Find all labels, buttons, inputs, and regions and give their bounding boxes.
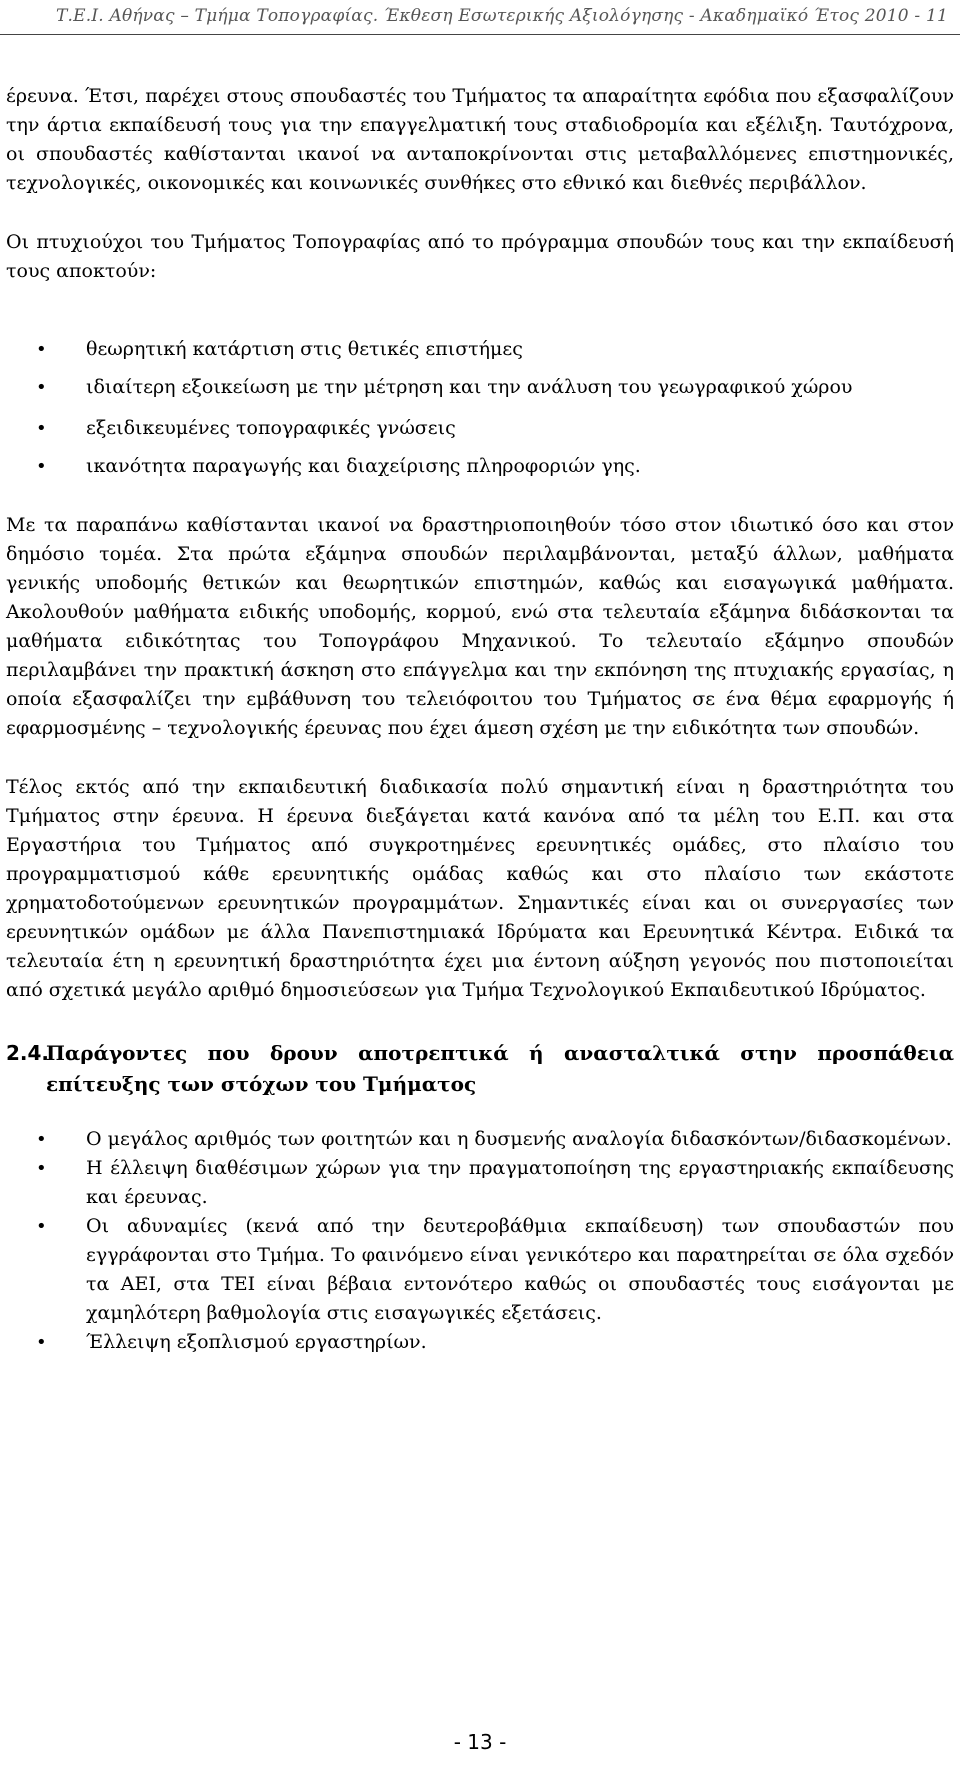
list-item	[6, 1125, 954, 1154]
list-item	[6, 1154, 954, 1212]
paragraph-graduates-intro: Οι πτυχιούχοι του Τμήματος Τοπογραφίας από το πρόγραμμα σπουδών τους και την εκπαίδευσή τους αποκτούν:	[6, 231, 954, 282]
bullet-icon: •	[36, 456, 47, 477]
list-item-text: Έλλειψη εξοπλισμού εργαστηρίων.	[86, 1331, 427, 1353]
list-item	[6, 414, 954, 443]
paragraph-research: Τέλος εκτός από την εκπαιδευτική διαδικασία πολύ σημαντική είναι η δραστηριότητα του Τμήματος στην έρευνα. Η έρευνα διεξάγεται κατά κανόνα από τα μέλη του Ε.Π. και στα Εργαστήρια του Τμήματος από συγκροτημένες ερευνητικές ομάδες, στο πλαίσιο του προγραμματισμού κάθε ερευνητικής ομάδας καθώς και στο πλαίσιο των εκάστοτε χρηματοδοτούμενων ερευνητικών προγραμμάτων. Σημαντικές είναι και οι συνεργασίες των ερευνητικών ομάδων με άλλα Πανεπιστημιακά Ιδρύματα και Ερευνητικά Κέντρα. Ειδικά τα τελευταία έτη η ερευνητική δραστηριότητα έχει μια έντονη αύξηση γεγονός που πιστοποιείται από σχετικά μεγάλο αριθμό δημοσιεύσεων για Τμήμα Τεχνολογικού Εκπαιδευτικού Ιδρύματος.	[6, 776, 954, 1001]
list-item-text: ικανότητα παραγωγής και διαχείρισης πληροφοριών γης.	[86, 455, 641, 477]
graduate-skills-list	[6, 335, 954, 481]
header-rule	[0, 34, 960, 35]
bullet-icon: •	[36, 1332, 47, 1353]
section-heading	[6, 1038, 954, 1100]
bullet-icon: •	[36, 339, 47, 360]
section-number: 2.4.	[6, 1041, 50, 1065]
running-header: Τ.Ε.Ι. Αθήνας – Τμήμα Τοπογραφίας. Έκθεση Εσωτερικής Αξιολόγησης - Ακαδημαϊκό Έτος 2010 - 11	[56, 6, 949, 26]
list-item	[6, 1328, 954, 1357]
paragraph-curriculum: Με τα παραπάνω καθίστανται ικανοί να δραστηριοποιηθούν τόσο στον ιδιωτικό όσο και στον δημόσιο τομέα. Στα πρώτα εξάμηνα σπουδών περιλαμβάνονται, μεταξύ άλλων, μαθήματα γενικής υποδομής θετικών και θεωρητικών επιστημών, καθώς και εισαγωγικά μαθήματα. Ακολουθούν μαθήματα ειδικής υποδομής, κορμού, ενώ στα τελευταία εξάμηνα διδάσκονται τα μαθήματα ειδικότητας του Τοπογράφου Μηχανικού. Το τελευταίο εξάμηνο σπουδών περιλαμβάνει την πρακτική άσκηση στο επάγγελμα και την εκπόνηση της πτυχιακής εργασίας, η οποία εξασφαλίζει την εμβάθυνση του τελειόφοιτου του Τμήματος σε ένα θέμα εφαρμογής ή εφαρμοσμένης – τεχνολογικής έρευνας που έχει άμεση σχέση με την ειδικότητα των σπουδών.	[6, 514, 954, 739]
list-item-text: ιδιαίτερη εξοικείωση με την μέτρηση και την ανάλυση του γεωγραφικού χώρου	[86, 376, 853, 398]
obstacles-list	[6, 1125, 954, 1357]
list-item-text: θεωρητική κατάρτιση στις θετικές επιστήμες	[86, 338, 523, 360]
list-item-text: Ο μεγάλος αριθμός των φοιτητών και η δυσμενής αναλογία διδασκόντων/διδασκομένων.	[86, 1128, 952, 1150]
page-number: - 13 -	[453, 1730, 507, 1754]
list-item-text: Η έλλειψη διαθέσιμων χώρων για την πραγματοποίηση της εργαστηριακής εκπαίδευσης και έρευνας.	[86, 1157, 954, 1208]
list-item	[6, 335, 954, 364]
list-item-text: Οι αδυναμίες (κενά από την δευτεροβάθμια εκπαίδευση) των σπουδαστών που εγγράφονται στο Τμήμα. Το φαινόμενο είναι γενικότερο και παρατηρείται σε όλα σχεδόν τα ΑΕΙ, στα ΤΕΙ είναι βέβαια εντονότερο καθώς οι σπουδαστές τους εισάγονται με χαμηλότερη βαθμολογία στις εισαγωγικές εξετάσεις.	[86, 1215, 954, 1324]
section-title: Παράγοντες που δρουν αποτρεπτικά ή ανασταλτικά στην προσπάθεια επίτευξης των στόχων του Τμήματος	[46, 1041, 954, 1096]
list-item	[6, 373, 954, 402]
page-content	[6, 82, 954, 1357]
list-item	[6, 1212, 954, 1328]
bullet-icon: •	[36, 1216, 47, 1237]
bullet-icon: •	[36, 1129, 47, 1150]
paragraph-continuation: έρευνα. Έτσι, παρέχει στους σπουδαστές του Τμήματος τα απαραίτητα εφόδια που εξασφαλίζουν την άρτια εκπαίδευσή τους για την επαγγελματική τους σταδιοδρομία και εξέλιξη. Ταυτόχρονα, οι σπουδαστές καθίστανται ικανοί να ανταποκρίνονται στις μεταβαλλόμενες επιστημονικές, τεχνολογικές, οικονομικές και κοινωνικές συνθήκες στο εθνικό και διεθνές περιβάλλον.	[6, 85, 954, 194]
list-item	[6, 452, 954, 481]
list-item-text: εξειδικευμένες τοπογραφικές γνώσεις	[86, 417, 456, 439]
bullet-icon: •	[36, 1158, 47, 1179]
bullet-icon: •	[36, 418, 47, 439]
bullet-icon: •	[36, 377, 47, 398]
